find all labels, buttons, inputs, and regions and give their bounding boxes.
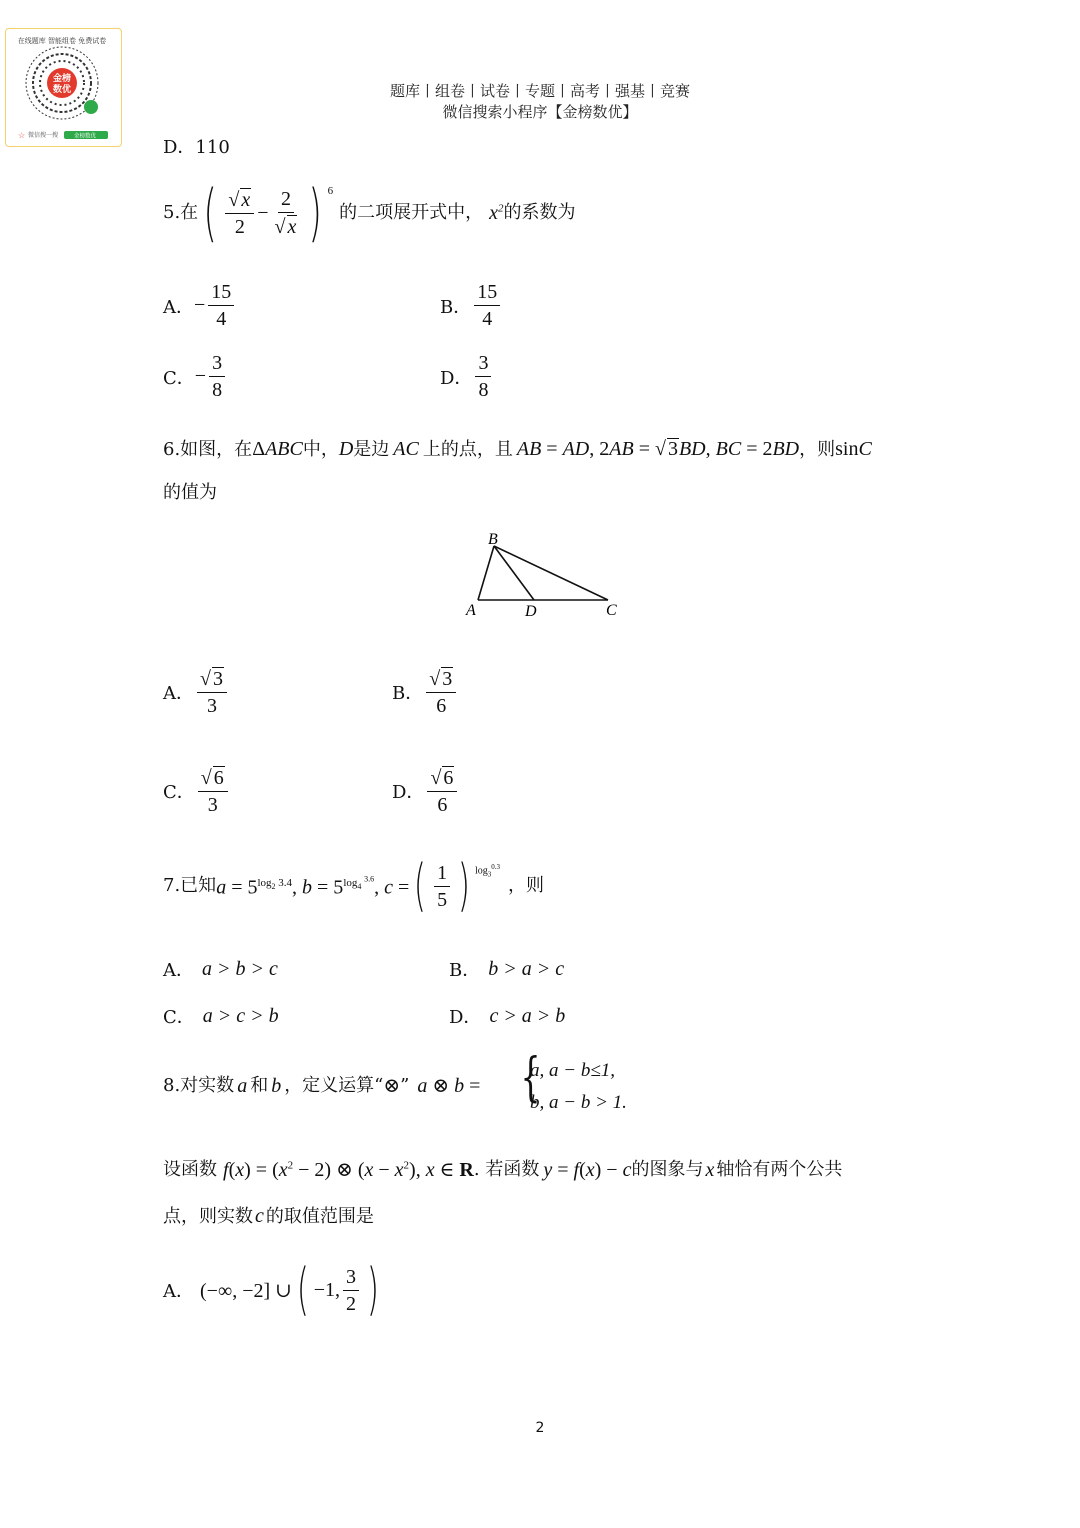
- q7-option-a: A． a > b > c: [163, 957, 278, 981]
- q6-option-c: C． $\frac{√ 6}{3}$: [163, 766, 231, 816]
- label-d: D: [525, 603, 537, 620]
- logo-bottom-text: 微信搜一搜: [28, 132, 59, 139]
- q5-option-b: B． $\frac{15}{4}$: [440, 281, 503, 330]
- q5-option-c: C． − $\frac{3}{8}$: [163, 352, 228, 401]
- q7-option-c: C． a > c > b: [163, 1004, 279, 1028]
- q6-option-a: A． $\frac{√ 3}{3}$: [163, 667, 230, 717]
- q6-option-b: B． $\frac{√ 3}{6}$: [392, 667, 459, 717]
- header-line-1: 题库丨组卷丨试卷丨专题丨高考丨强基丨竞赛: [389, 82, 690, 100]
- q5-option-d: D． $\frac{3}{8}$: [440, 352, 494, 401]
- question-5: 5.在 ( $\frac{√ x}{2}$ − $\frac{2}{√ x}$ ) 6 的二项展开式中， $x^2$ 的系数为: [163, 176, 576, 249]
- logo-arc-text: 在线题库 智能组卷 免费试卷: [17, 37, 107, 45]
- label-c: C: [606, 602, 617, 619]
- q5-option-a: A． − $\frac{15}{4}$: [163, 281, 237, 330]
- q8-option-a: A． (−∞, −2] ∪ ( −1, $\frac{3}{2}$ ): [163, 1257, 379, 1322]
- label-a: A: [466, 602, 476, 619]
- q8-case-1: a, a − b≤1,: [530, 1060, 615, 1081]
- logo-center-2: 数优: [52, 85, 72, 95]
- q6-line-2: 的值为: [163, 482, 217, 503]
- q8-brace: {: [520, 1048, 541, 1108]
- q8-line-3: 点，则实数 c 的取值范围是: [163, 1205, 374, 1227]
- q5-suffix: 的二项展开式中，: [339, 202, 484, 223]
- logo-bottom-search: 金榜数优: [74, 133, 97, 140]
- label-b: B: [488, 531, 498, 548]
- q6-option-d: D． $\frac{√ 6}{6}$: [392, 766, 460, 816]
- q5-frac-2: $\frac{2}{√ x}$: [274, 188, 297, 238]
- question-7: 7.已知 $a = 5^{log_2 3.4}$, $b = 5^{log_4 ^{3.6}}$, c = ( $\frac{1}{5}$ ) $\log_3^{0.3}$ ，则: [163, 853, 545, 918]
- q5-frac-1: $\frac{√ x}{2}$: [225, 188, 254, 238]
- header-line-2: 微信搜索小程序【金榜数优】: [442, 103, 638, 121]
- q5-tail: 的系数为: [503, 202, 576, 223]
- page-number: 2: [535, 1420, 545, 1436]
- triangle-figure: [460, 528, 630, 623]
- logo-center-1: 金榜: [52, 74, 72, 84]
- question-6: 6.如图，在 ΔABC 中， D 是边 AC 上的点，且 AB = AD, 2AB = √ 3BD, BC = 2BD ，则 sinC: [163, 438, 872, 460]
- q8-case-2: b, a − b > 1.: [530, 1092, 627, 1113]
- q4-option-d: D．110: [163, 137, 230, 158]
- q7-option-b: B． b > a > c: [449, 957, 565, 981]
- star-icon: ☆: [18, 131, 26, 140]
- q5-prefix: 5.在: [163, 202, 199, 223]
- q8-line-2: 设函数 $f(x) = (x^2 - 2)$ ⊗ $(x - x^2)$, x ∈ R . 若函数 y = f(x) − c 的图象与 x 轴恰有两个公共: [163, 1159, 843, 1181]
- q7-option-d: D． c > a > b: [449, 1004, 566, 1028]
- question-8: 8.对实数 a 和 b ，定义运算“ ⊗ ” a ⊗ b =: [163, 1075, 481, 1097]
